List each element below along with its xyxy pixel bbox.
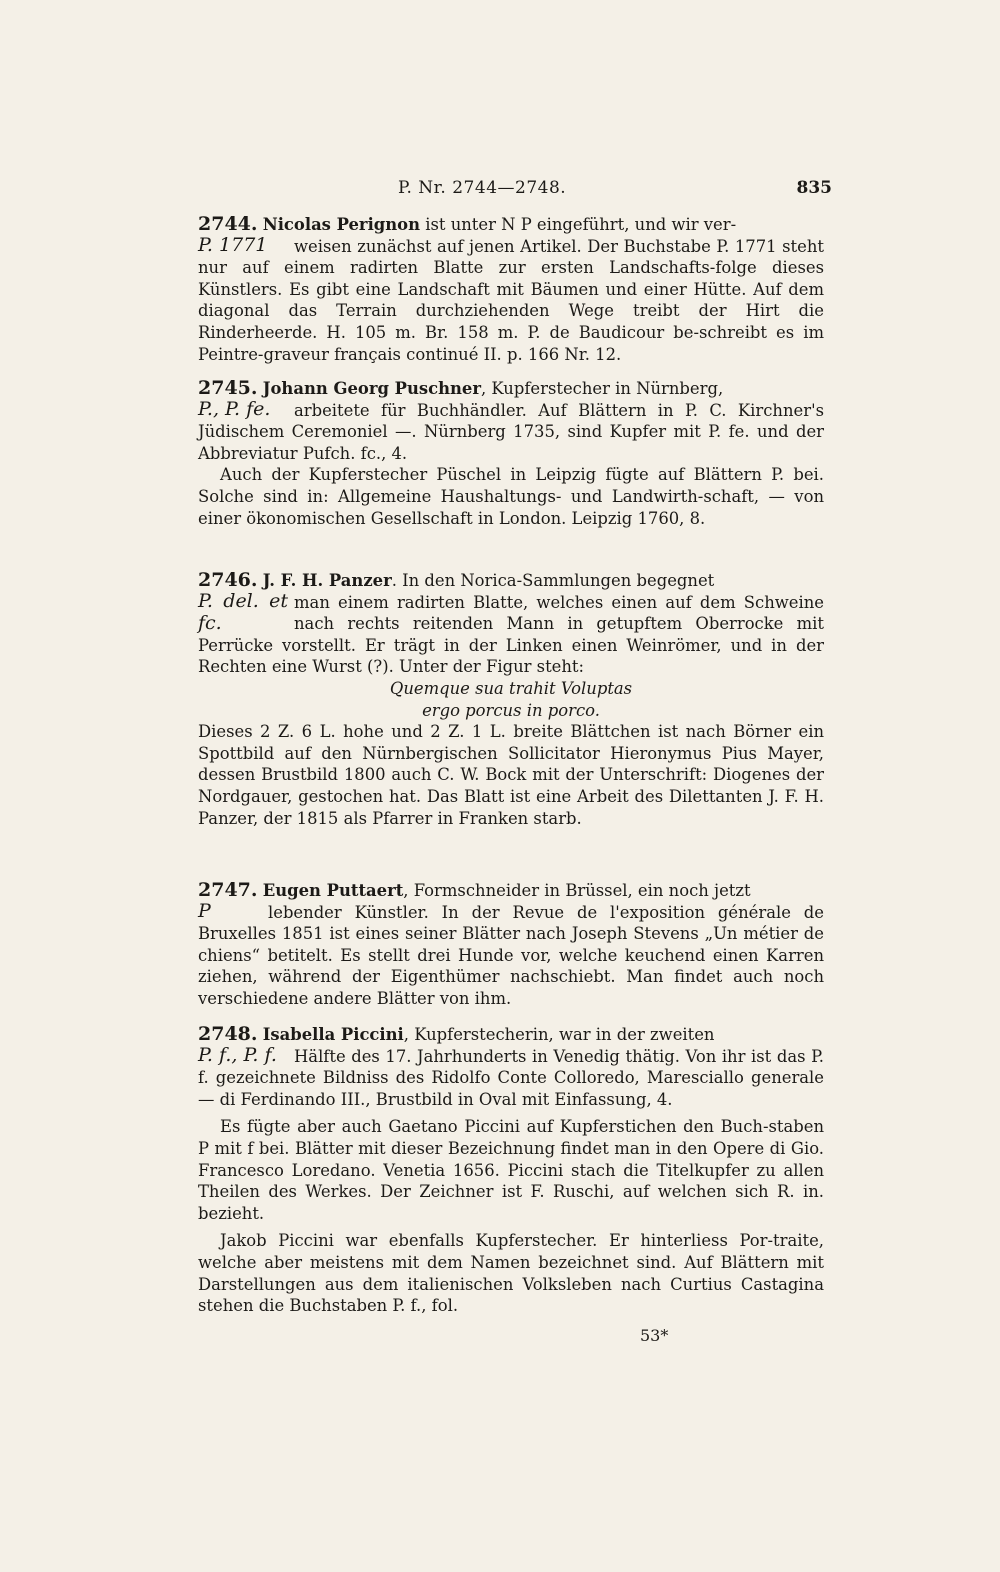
header-title: P. Nr. 2744—2748. [398, 178, 567, 198]
entry-number: 2748. [198, 1023, 258, 1045]
verse-line: ergo porcus in porco. [422, 700, 600, 720]
entry-paragraph: Auch der Kupferstecher Püschel in Leipzig fügte auf Blättern P. bei. Solche sind in: Allgemeine Haushaltungs- und Landwirth-schaft, — von einer ökonomischen Gesellschaft in London. Leipzig 1760, 8. [198, 465, 824, 528]
monogram: P [198, 899, 211, 922]
entry-paragraph: Es fügte aber auch Gaetano Piccini auf Kupferstichen den Buch-staben P mit f bei. Blätter mit dieser Bezeichnung findet man in den Opere di Gio. Francesco Loredano. Venetia 1656. Piccini stach die Titelkupfer zu allen Theilen des Werkes. Der Zeichner ist F. Ruschi, auf welchen sich R. in. bezieht. [198, 1117, 824, 1223]
entry-body: man einem radirten Blatte, welches einen auf dem Schweine nach rechts reitenden Mann in getupftem Oberrocke mit Perrücke vorstellt. Er trägt in der Linken einen Weinrömer, und in der Rechten eine Wurst (?). Unter der Figur steht: [198, 592, 824, 677]
page-number: 835 [796, 178, 832, 198]
entry-number: 2747. [198, 879, 258, 901]
entry-body: lebender Künstler. In der Revue de l'exposition générale de Bruxelles 1851 ist eines seiner Blätter nach Joseph Stevens „Un métier de chiens“ betitelt. Es stellt drei Hunde vor, welche keuchend einen Karren ziehen, während der Eigenthümer nachschiebt. Man findet auch noch verschiedene andere Blätter von ihm. [198, 902, 824, 1008]
entry-name: Eugen Puttaert [262, 881, 404, 900]
entry-name: Johann Georg Puschner [262, 379, 481, 398]
entry-number: 2745. [198, 377, 258, 399]
entry-paragraph: Jakob Piccini war ebenfalls Kupferstecher. Er hinterliess Por-traite, welche aber meistens mit dem Namen bezeichnet sind. Auf Blättern mit Darstellungen aus dem italienischen Volksleben nach Curtius Castagina stehen die Buchstaben P. f., fol. [198, 1231, 824, 1316]
entry-intro: . In den Norica-Sammlungen begegnet [391, 571, 715, 590]
verse-line: Quemque sua trahit Voluptas [389, 678, 633, 698]
entry-body: arbeitete für Buchhändler. Auf Blättern in P. C. Kirchner's Jüdischem Ceremoniel —. Nürnberg 1735, sind Kupfer mit P. fe. und der Abbreviatur Pufch. fc., 4. [198, 400, 824, 463]
entry-2748 [198, 1024, 824, 1317]
entry-2745 [198, 378, 824, 529]
entry-intro: , Kupferstecher in Nürnberg, [481, 379, 724, 398]
entry-number: 2744. [198, 213, 258, 235]
signature-mark: 53* [640, 1326, 669, 1345]
entry-2746 [198, 570, 824, 829]
entry-body: weisen zunächst auf jenen Artikel. Der Buchstabe P. 1771 steht nur auf einem radirten Blatte zur ersten Landschafts-folge dieses Künstlers. Es gibt eine Landschaft mit Bäumen und einer Hütte. Auf dem diagonal das Terrain durchziehenden Wege treibt der Hirt die Rinderheerde. H. 105 m. Br. 158 m. P. de Baudicour be-schreibt es im Peintre-graveur français continué II. p. 166 Nr. 12. [198, 236, 824, 364]
entry-paragraph: Dieses 2 Z. 6 L. hohe und 2 Z. 1 L. breite Blättchen ist nach Börner ein Spottbild auf den Nürnbergischen Sollicitator Hieronymus Pius Mayer, dessen Brustbild 1800 auch C. W. Bock mit der Unterschrift: Diogenes der Nordgauer, gestochen hat. Das Blatt ist eine Arbeit des Dilettanten J. F. H. Panzer, der 1815 als Pfarrer in Franken starb. [198, 722, 824, 828]
entry-name: J. F. H. Panzer [262, 571, 392, 590]
entry-2747 [198, 880, 824, 1010]
monogram: P. 1771 [198, 233, 268, 256]
entry-number: 2746. [198, 569, 258, 591]
entry-intro: , Kupferstecherin, war in der zweiten [403, 1025, 715, 1044]
entry-intro: ist unter N P eingeführt, und wir ver- [420, 215, 737, 234]
entry-name: Isabella Piccini [262, 1025, 404, 1044]
entry-name: Nicolas Perignon [262, 215, 421, 234]
entry-body: Hälfte des 17. Jahrhunderts in Venedig thätig. Von ihr ist das P. f. gezeichnete Bildniss des Ridolfo Conte Colloredo, Maresciallo generale — di Ferdinando III., Brustbild in Oval mit Einfassung, 4. [198, 1046, 824, 1109]
entry-2744 [198, 214, 824, 365]
running-header [198, 178, 832, 202]
monogram: P. f., P. f. [198, 1043, 277, 1066]
monogram: P. del. et fc. [198, 589, 288, 634]
entry-intro: , Formschneider in Brüssel, ein noch jetzt [403, 881, 751, 900]
monogram: P., P. fe. [198, 397, 271, 420]
